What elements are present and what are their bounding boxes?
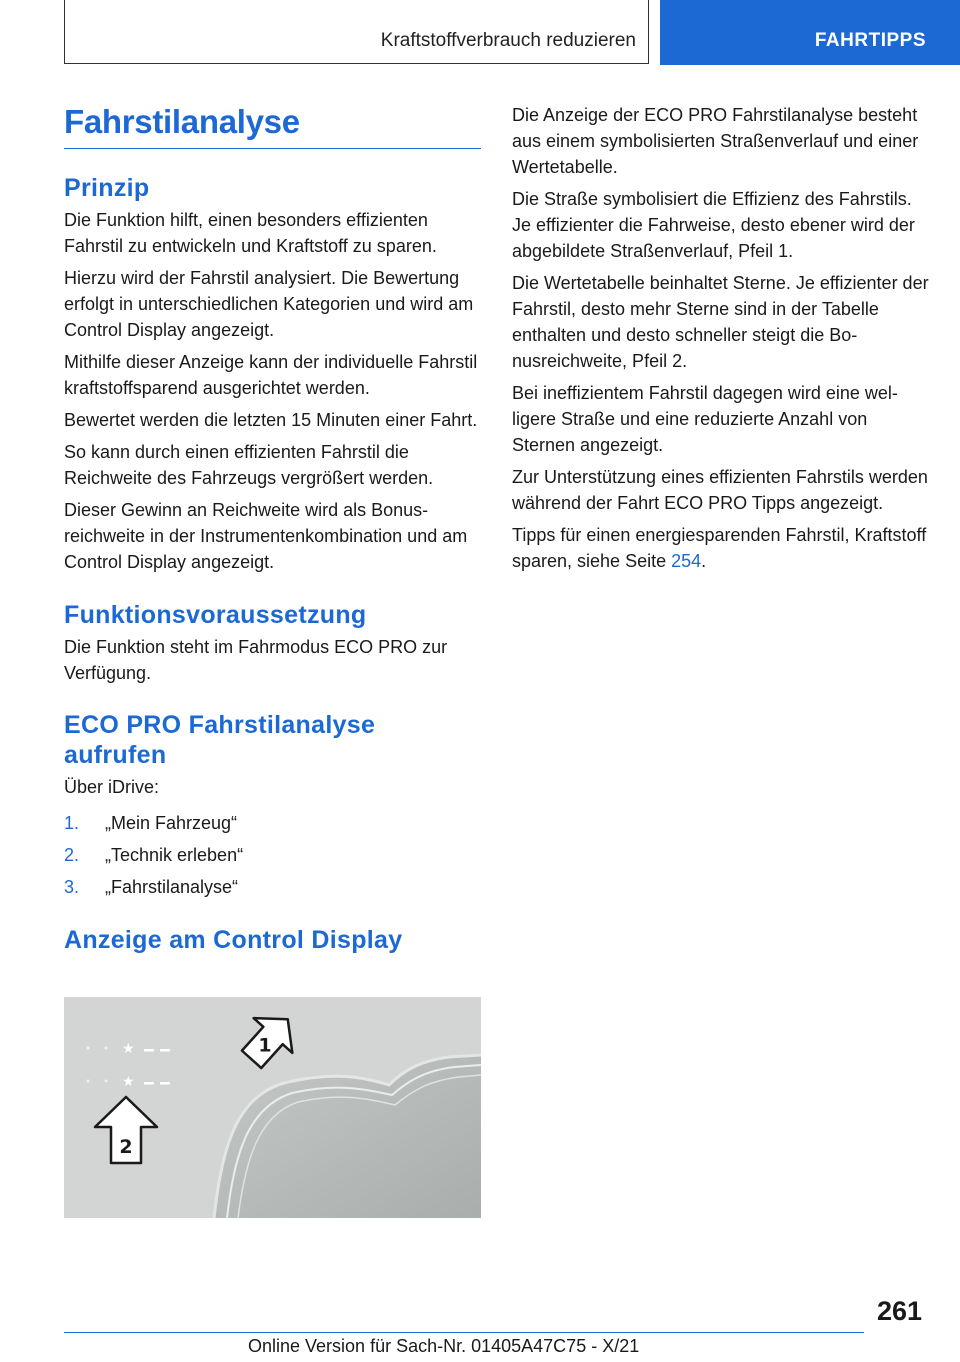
paragraph: So kann durch einen effizienten Fahrstil die Reichweite des Fahrzeugs vergrößert werden. xyxy=(64,442,434,488)
paragraph: Die Wertetabelle beinhaltet Sterne. Je effizienter der Fahrstil, desto mehr Sterne sind in der Tabelle enthalten und desto schneller steigt die Bonusreichweite, Pfeil 2. xyxy=(512,273,929,371)
step-number: 3. xyxy=(64,877,80,897)
section-heading-anzeige: Anzeige am Control Display xyxy=(64,926,403,954)
section-heading-funktionsvoraussetzung: Funktionsvoraussetzung xyxy=(64,601,367,629)
right-column xyxy=(512,102,932,574)
paragraph: Bei ineffizientem Fahrstil dagegen wird eine welligere Straße und eine reduzierte Anzahl von Sternen angezeigt. xyxy=(512,383,898,455)
left-column xyxy=(64,102,481,955)
section-heading-aufrufen: ECO PRO Fahrstilanalyse aufrufen xyxy=(64,711,376,769)
list-item xyxy=(64,842,481,868)
dot-icon xyxy=(105,1080,108,1083)
paragraph: Die Anzeige der ECO PRO Fahrstilanalyse besteht aus einem symbolisierten Straßenverlauf und einer Wertetabelle. xyxy=(512,105,919,177)
paragraph: Die Funktion steht im Fahrmodus ECO PRO zur Verfügung. xyxy=(64,637,448,683)
paragraph: Bewertet werden die letzten 15 Minuten einer Fahrt. xyxy=(64,410,478,430)
header-section-title: Kraftstoffverbrauch reduzieren xyxy=(380,30,636,51)
control-display-illustration xyxy=(64,997,481,1218)
paragraph-with-link xyxy=(512,522,932,574)
arrow-1-label: 1 xyxy=(258,1034,272,1057)
page-reference-link[interactable]: 254 xyxy=(671,551,702,571)
dot-icon xyxy=(87,1047,90,1050)
footer-divider xyxy=(64,1332,864,1333)
step-number: 2. xyxy=(64,845,80,865)
chapter-tab-label: FAHRTIPPS xyxy=(814,30,926,51)
step-number: 1. xyxy=(64,813,80,833)
paragraph-text: Tipps für einen energiesparenden Fahrstil, Kraftstoff sparen, siehe Seite xyxy=(512,525,927,571)
control-display-figure xyxy=(64,997,481,1218)
paragraph: Die Straße symbolisiert die Effizienz des Fahrstils. Je effizienter die Fahrweise, desto ebener wird der abgebildete Straßenverlauf, Pfeil 1. xyxy=(512,189,915,261)
page-title: Fahrstilanalyse xyxy=(64,102,481,149)
section-heading-prinzip: Prinzip xyxy=(64,174,150,202)
paragraph: Mithilfe dieser Anzeige kann der individuelle Fahrstil kraftstoffsparend ausgerichtet werden. xyxy=(64,352,478,398)
step-text: „Technik erleben“ xyxy=(105,845,244,865)
paragraph: Über iDrive: xyxy=(64,777,160,797)
dot-icon xyxy=(105,1047,108,1050)
paragraph: Dieser Gewinn an Reichweite wird als Bonusreichweite in der Instrumentenkombination und am Control Display angezeigt. xyxy=(64,500,468,572)
dash-icon xyxy=(160,1082,170,1085)
step-text: „Mein Fahrzeug“ xyxy=(105,813,238,833)
list-item xyxy=(64,874,481,900)
star-icon: ★ xyxy=(122,1041,135,1057)
paragraph: Hierzu wird der Fahrstil analysiert. Die Bewertung erfolgt in unterschiedlichen Kategorien und wird am Control Display angezeigt. xyxy=(64,268,474,340)
header-section-box xyxy=(64,0,649,64)
paragraph-end: . xyxy=(701,551,707,571)
steps-list xyxy=(64,810,481,900)
step-text: „Fahrstilanalyse“ xyxy=(105,877,239,897)
page-number: 261 xyxy=(876,1296,922,1326)
dash-icon xyxy=(144,1082,154,1085)
dot-icon xyxy=(87,1080,90,1083)
paragraph: Zur Unterstützung eines effizienten Fahrstils werden während der Fahrt ECO PRO Tipps angezeigt. xyxy=(512,467,928,513)
chapter-tab[interactable] xyxy=(660,0,960,65)
dash-icon xyxy=(160,1049,170,1052)
dash-icon xyxy=(144,1049,154,1052)
list-item xyxy=(64,810,481,836)
star-icon: ★ xyxy=(122,1074,135,1090)
arrow-2-label: 2 xyxy=(119,1136,133,1158)
footer-online-version: Online Version für Sach-Nr. 01405A47C75 - X/21 xyxy=(248,1336,640,1356)
paragraph: Die Funktion hilft, einen besonders effizienten Fahrstil zu entwickeln und Kraftstoff zu sparen. xyxy=(64,210,437,256)
